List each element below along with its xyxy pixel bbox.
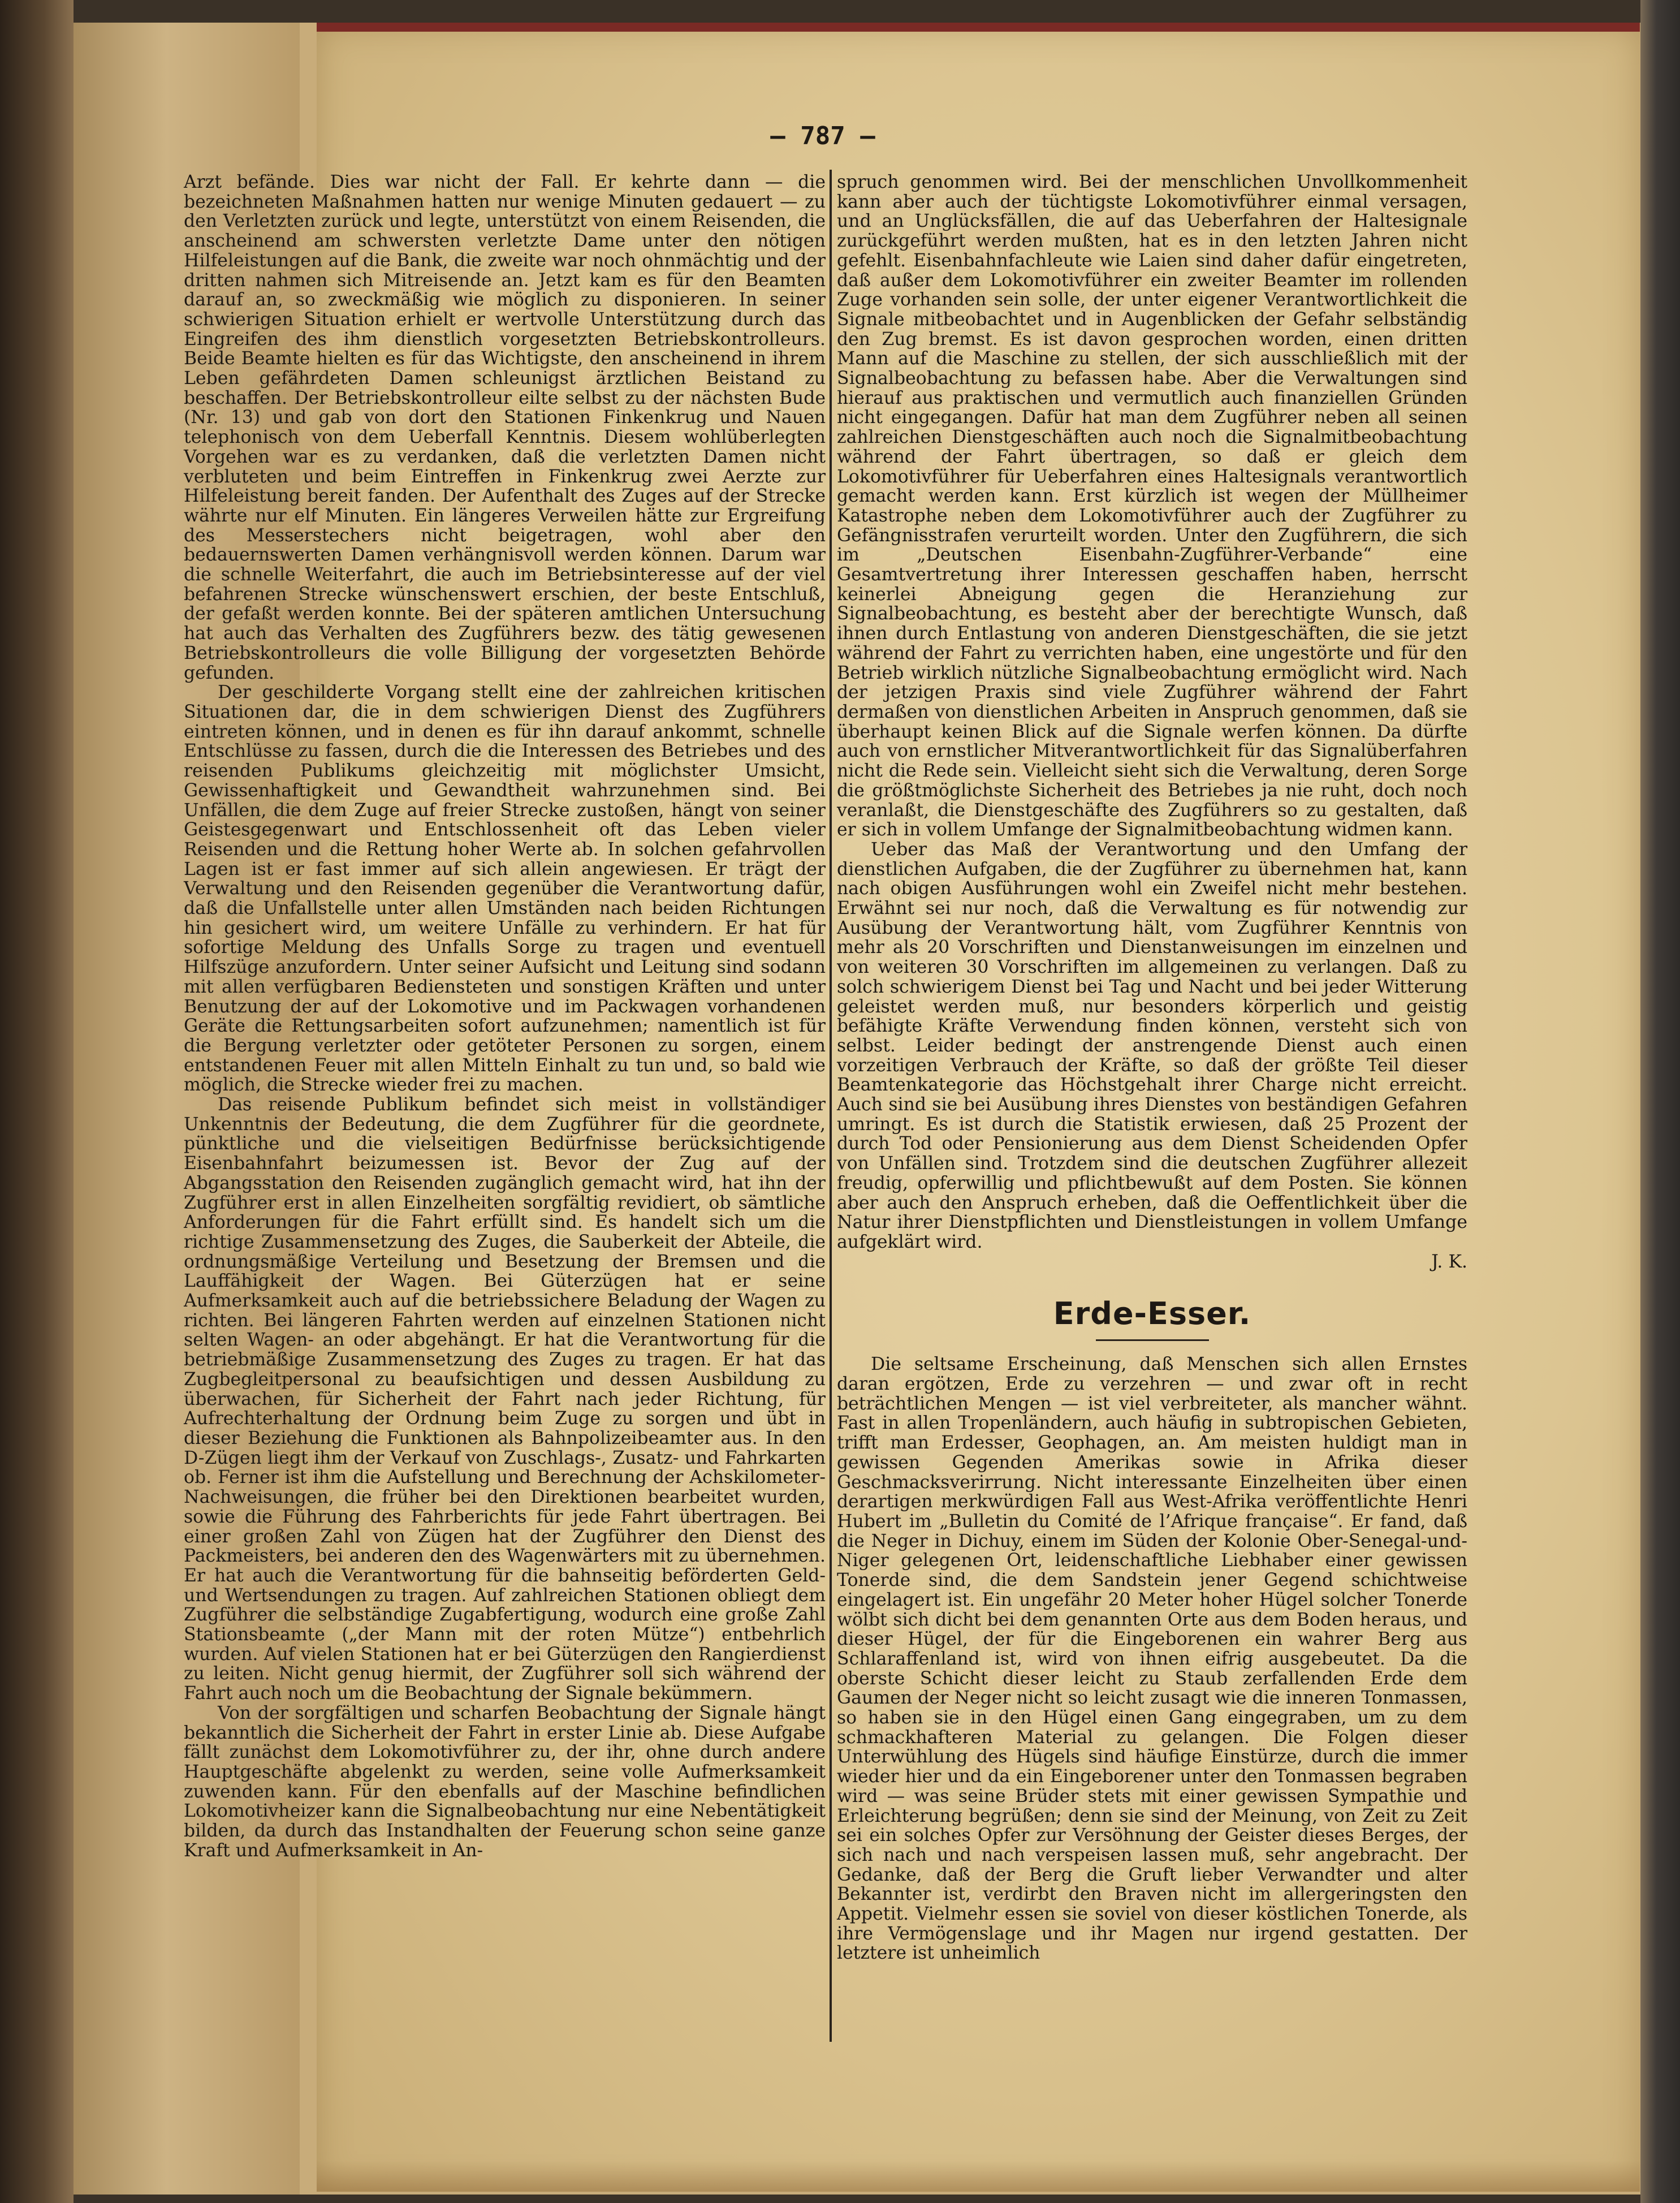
page-bottom-shadow bbox=[317, 2161, 1640, 2192]
page-top-border bbox=[317, 23, 1640, 32]
heading-rule bbox=[1096, 1339, 1209, 1341]
author-signature: J. K. bbox=[1431, 1251, 1467, 1272]
paragraph: spruch genommen wird. Bei der menschlichen Unvollkommenheit kann aber auch der tüchtigste Lokomotivführer einmal versagen, und an Unglücksfällen, die auf das Ueberfahren der Haltesignale zurückgeführt werden mußten, hat es in den letzten Jahren nicht gefehlt. Eisenbahnfachleute wie Laien sind daher dafür eingetreten, daß außer dem Lokomotivführer ein zweiter Beamter im rollenden Zuge vorhanden sein solle, der unter eigener Verantwortlichkeit die Signale mitbeobachtet und in Augenblicken der Gefahr selbständig den Zug bremst. Es ist davon gesprochen worden, einen dritten Mann auf die Maschine zu stellen, der sich ausschließlich mit der Signalbeobachtung zu befassen habe. Aber die Verwaltungen sind hierauf aus praktischen und vermutlich auch finanziellen Gründen nicht eingegangen. Dafür hat man dem Zugführer neben all seinen zahlreichen Dienstgeschäften auch noch die Signalmitbeobachtung während der Fahrt übertragen, so daß er gleich dem Lokomotivführer für Ueberfahren eines Haltesignals verantwortlich gemacht werden kann. Erst kürzlich ist wegen der Müllheimer Katastrophe neben dem Lokomotivführer auch der Zugführer zu Gefängnisstrafen verurteilt worden. Unter den Zugführern, die sich im „Deutschen Eisenbahn-Zugführer-Verbande“ eine Gesamtvertretung ihrer Interessen geschaffen haben, herrscht keinerlei Abneigung gegen die Heranziehung zur Signalbeobachtung, es besteht aber der berechtigte Wunsch, daß ihnen durch Entlastung von anderen Dienstgeschäften, die sie jetzt während der Fahrt zu verrichten haben, eine ungestörte und für den Betrieb wirklich nützliche Signalbeobachtung ermöglicht wird. Nach der jetzigen Praxis sind viele Zugführer während der Fahrt dermaßen von dienstlichen Arbeiten in Anspruch genommen, daß sie überhaupt keinen Blick auf die Signale werfen können. Da dürfte auch von ernstlicher Mitverantwortlichkeit für das Signalüberfahren nicht die Rede sein. Vielleicht sieht sich die Verwaltung, deren Sorge die größtmöglichste Sicherheit des Betriebes ja nie ruht, doch noch veranlaßt, die Dienstgeschäfte des Zugführers so zu gestalten, daß er sich in vollem Umfange der Signalmitbeobachtung widmen kann. bbox=[837, 172, 1467, 840]
paragraph: Ueber das Maß der Verantwortung und den Umfang der dienstlichen Aufgaben, die der Zugführer zu übernehmen hat, kann nach obigen Ausführungen wohl ein Zweifel nicht mehr bestehen. Erwähnt sei nur noch, daß die Verwaltung es für notwendig zur Ausübung der Verantwortung hält, vom Zugführer Kenntnis von mehr als 20 Vorschriften und Dienstanweisungen im einzelnen und von weiteren 30 Vorschriften im allgemeinen zu verlangen. Daß zu solch schwierigem Dienst bei Tag und Nacht und bei jeder Witterung geleistet werden muß, nur besonders körperlich und geistig befähigte Kräfte Verwendung finden können, versteht sich von selbst. Leider bedingt der anstrengende Dienst auch einen vorzeitigen Verbrauch der Kräfte, so daß der größte Teil dieser Beamtenkategorie das Höchstgehalt ihrer Charge nicht erreicht. Auch sind sie bei Ausübung ihres Dienstes von beständigen Gefahren umringt. Es ist durch die Statistik erwiesen, daß 25 Prozent der durch Tod oder Pensionierung aus dem Dienst Scheidenden Opfer von Unfällen sind. Trotzdem sind die deutschen Zugführer allezeit freudig, opferwillig und pflichtbewußt auf dem Posten. Sie können aber auch den Anspruch erheben, daß die Oeffentlichkeit über die Natur ihrer Dienstpflichten und Dienstleistungen in vollem Umfange aufgeklärt wird. bbox=[837, 839, 1467, 1252]
paragraph: Von der sorgfältigen und scharfen Beobachtung der Signale hängt bekanntlich die Sicherheit der Fahrt in erster Linie ab. Diese Aufgabe fällt zunächst dem Lokomotivführer zu, der ihr, ohne durch andere Hauptgeschäfte abgelenkt zu werden, seine volle Aufmerksamkeit zuwenden kann. Für den ebenfalls auf der Maschine befindlichen Lokomotivheizer kann die Signalbeobachtung nur eine Nebentätigkeit bilden, da durch das Instandhalten der Feuerung schon seine ganze Kraft und Aufmerksamkeit in An- bbox=[184, 1702, 826, 1861]
page-number: — 787 — bbox=[770, 122, 875, 150]
paragraph: Die seltsame Erscheinung, daß Menschen sich allen Ernstes daran ergötzen, Erde zu verzehren — und zwar oft in recht beträchtlichen Mengen — ist viel verbreiteter, als mancher wähnt. Fast in allen Tropenländern, auch häufig in subtropischen Gebieten, trifft man Erdesser, Geophagen, an. Am meisten huldigt man in gewissen Gegenden Amerikas sowie in Afrika dieser Geschmacksverirrung. Nicht interessante Einzelheiten über einen derartigen merkwürdigen Fall aus West-Afrika veröffentlichte Henri Hubert im „Bulletin du Comité de l’Afrique française“. Er fand, daß die Neger in Dichuy, einem im Süden der Kolonie Ober-Senegal-und-Niger gelegenen Ort, leidenschaftliche Liebhaber einer gewissen Tonerde sind, die dem Sandstein jener Gegend schichtweise eingelagert ist. Ein ungefähr 20 Meter hoher Hügel solcher Tonerde wölbt sich dicht bei dem genannten Orte aus dem Boden heraus, und dieser Hügel, der für die Eingeborenen ein wahrer Berg aus Schlaraffenland ist, wird von ihnen eifrig ausgebeutet. Da die oberste Schicht dieser leicht zu Staub zerfallenden Erde dem Gaumen der Neger nicht so leicht zusagt wie die inneren Tonmassen, so haben sie in den Hügel einen Gang eingegraben, um zu dem schmackhafteren Material zu gelangen. Die Folgen dieser Unterwühlung des Hügels sind häufige Einstürze, durch die immer wieder hier und da ein Eingeborener unter den Tonmassen begraben wird — was seine Brüder stets mit einer gewissen Sympathie und Erleichterung begrüßen; denn sie sind der Meinung, von Zeit zu Zeit sei ein solches Opfer zur Versöhnung der Geister dieses Berges, der sich nach und nach verspeisen lassen muß, sehr angebracht. Der Gedanke, daß der Berg die Gruft lieber Verwandter und alter Bekannter ist, verdirbt den Braven nicht im allergeringsten den Appetit. Vielmehr essen sie soviel von dieser köstlichen Tonerde, als ihre Vermögenslage und ihr Magen nur irgend gestatten. Der letztere ist unheimlich bbox=[837, 1354, 1467, 1964]
article-heading: Erde-Esser. bbox=[1053, 1296, 1251, 1332]
left-column bbox=[184, 173, 826, 1860]
book-binding-right bbox=[1640, 0, 1680, 2203]
column-divider bbox=[830, 170, 832, 2042]
paragraph: Das reisende Publikum befindet sich meist in vollständiger Unkenntnis der Bedeutung, die dem Zugführer für die geordnete, pünktliche und die vielseitigen Bedürfnisse berücksichtigende Eisenbahnfahrt beizumessen ist. Bevor der Zug auf der Abgangsstation den Reisenden zugänglich gemacht wird, hat ihn der Zugführer erst in allen Einzelheiten sorgfältig revidiert, ob sämtliche Anforderungen für die Fahrt erfüllt sind. Es handelt sich um die richtige Zusammensetzung des Zuges, die Sauberkeit der Abteile, die ordnungsmäßige Verteilung und Besetzung der Bremsen und die Lauffähigkeit der Wagen. Bei Güterzügen hat er seine Aufmerksamkeit auch auf die betriebssichere Beladung der Wagen zu richten. Bei längeren Fahrten werden auf einzelnen Stationen nicht selten Wagen- an oder abgehängt. Er hat die Verantwortung für die betriebmäßige Zusammensetzung des Zuges zu tragen. Er hat das Zugbegleitpersonal zu beaufsichtigen und dessen Ausbildung zu überwachen, für Sicherheit der Fahrt nach jeder Richtung, für Aufrechterhaltung der Ordnung beim Zuge zu sorgen und übt in dieser Beziehung die Funktionen als Bahnpolizeibeamter aus. In den D-Zügen liegt ihm der Verkauf von Zuschlags-, Zusatz- und Fahrkarten ob. Ferner ist ihm die Aufstellung und Berechnung der Achskilometer-Nachweisungen, die früher bei den Direktionen bearbeitet wurden, sowie die Führung des Fahrberichts für jede Fahrt übertragen. Bei einer großen Zahl von Zügen hat der Zugführer den Dienst des Packmeisters, bei anderen den des Wagenwärters mit zu übernehmen. Er hat auch die Verantwortung für die bahnseitig beförderten Geld- und Wertsendungen zu tragen. Auf zahlreichen Stationen obliegt dem Zugführer die selbständige Zugabfertigung, wodurch eine große Zahl Stationsbeamte („der Mann mit der roten Mütze“) entbehrlich wurden. Auf vielen Stationen hat er bei Güterzügen den Rangierdienst zu leiten. Nicht genug hiermit, der Zugführer soll sich während der Fahrt auch noch um die Beobachtung der Signale bekümmern. bbox=[184, 1094, 826, 1704]
right-column bbox=[837, 173, 1467, 1963]
book-binding-left bbox=[0, 0, 74, 2203]
paragraph: Der geschilderte Vorgang stellt eine der zahlreichen kritischen Situationen dar, die in dem schwierigen Dienst des Zugführers eintreten können, und in denen es für ihn darauf ankommt, schnelle Entschlüsse zu fassen, durch die die Interessen des Betriebes und des reisenden Publikums gleichzeitig mit möglichster Umsicht, Gewissenhaftigkeit und Gewandtheit wahrzunehmen sind. Bei Unfällen, die dem Zuge auf freier Strecke zustoßen, hängt von seiner Geistesgegenwart und Entschlossenheit oft das Leben vieler Reisenden und die Rettung hoher Werte ab. In solchen gefahrvollen Lagen ist er fast immer auf sich allein angewiesen. Er trägt der Verwaltung und den Reisenden gegenüber die Verantwortung dafür, daß die Unfallstelle unter allen Umständen nach beiden Richtungen hin gesichert wird, um weitere Unfälle zu verhindern. Er hat für sofortige Meldung des Unfalls Sorge zu tragen und eventuell Hilfszüge anzufordern. Unter seiner Aufsicht und Leitung sind sodann mit allen verfügbaren Bediensteten und sonstigen Kräften und unter Benutzung der auf der Lokomotive und im Packwagen vorhandenen Geräte die Rettungsarbeiten sofort aufzunehmen; namentlich ist für die Bergung verletzter oder getöteter Personen zu sorgen, einem entstandenen Feuer mit allen Mitteln Einhalt zu tun und, so bald wie möglich, die Strecke wieder frei zu machen. bbox=[184, 682, 826, 1096]
paragraph: Arzt befände. Dies war nicht der Fall. Er kehrte dann — die bezeichneten Maßnahmen hatten nur wenige Minuten gedauert — zu den Verletzten zurück und legte, unterstützt von einem Reisenden, die anscheinend am schwersten verletzte Dame unter den nötigen Hilfeleistungen auf die Bank, die zweite war noch ohnmächtig und der dritten nahmen sich Mitreisende an. Jetzt kam es für den Beamten darauf an, so zweckmäßig wie möglich zu disponieren. In seiner schwierigen Situation erhielt er wertvolle Unterstützung durch das Eingreifen des ihm dienstlich vorgesetzten Betriebskontrolleurs. Beide Beamte hielten es für das Wichtigste, den anscheinend in ihrem Leben gefährdeten Damen schleunigst ärztlichen Beistand zu beschaffen. Der Betriebskontrolleur eilte selbst zu der nächsten Bude (Nr. 13) und gab von dort den Stationen Finkenkrug und Nauen telephonisch von dem Ueberfall Kenntnis. Diesem wohlüberlegten Vorgehen war es zu verdanken, daß die verletzten Damen nicht verbluteten und beim Eintreffen in Finkenkrug zwei Aerzte zur Hilfeleistung bereit fanden. Der Aufenthalt des Zuges auf der Strecke währte nur elf Minuten. Ein längeres Verweilen hätte zur Ergreifung des Messerstechers nicht beigetragen, wohl aber den bedauernswerten Damen verhängnisvoll werden können. Darum war die schnelle Weiterfahrt, die auch im Betriebsinteresse auf der viel befahrenen Strecke wünschenswert erschien, der beste Entschluß, der gefaßt werden konnte. Bei der späteren amtlichen Untersuchung hat auch das Verhalten des Zugführers bezw. des tätig gewesenen Betriebskontrolleurs die volle Billigung der vorgesetzten Behörde gefunden. bbox=[184, 172, 826, 683]
